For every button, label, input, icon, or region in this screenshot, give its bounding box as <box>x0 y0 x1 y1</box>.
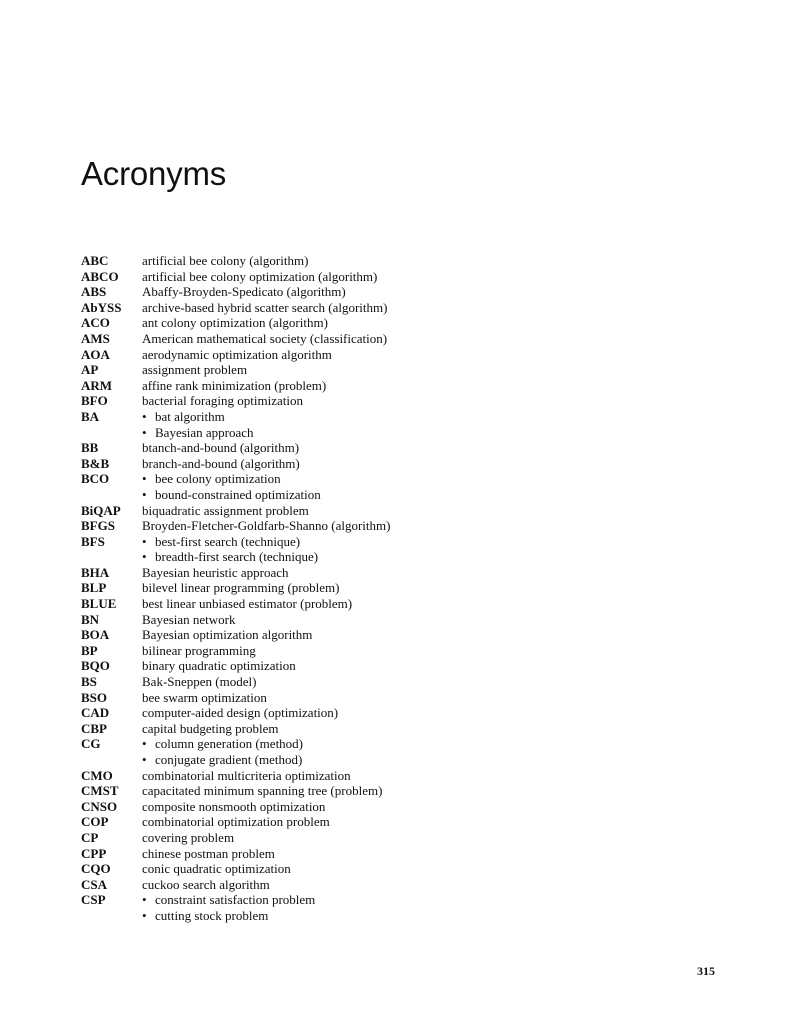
acronym-entry <box>81 830 641 846</box>
acronym-definitions <box>142 830 641 846</box>
acronym-definitions <box>142 456 641 472</box>
acronym-entry <box>81 347 641 363</box>
page-title: Acronyms <box>81 155 227 192</box>
acronym-definitions <box>142 409 641 440</box>
acronym-definition: btanch-and-bound (algorithm) <box>142 440 300 456</box>
acronym-abbr: BQO <box>81 658 110 674</box>
acronym-entry <box>81 768 641 784</box>
acronym-abbr: CSA <box>81 876 108 892</box>
acronym-definitions <box>142 846 641 862</box>
acronym-entry <box>81 612 641 628</box>
acronym-definition-bullet: • bat algorithm <box>142 409 641 425</box>
acronym-entry <box>81 658 641 674</box>
acronym-entry <box>81 362 641 378</box>
acronym-definitions <box>142 315 641 331</box>
acronym-abbr: ACO <box>81 315 110 331</box>
acronym-entry <box>81 440 641 456</box>
acronym-definition: Broyden-Fletcher-Goldfarb-Shanno (algorithm) <box>142 518 391 534</box>
acronym-abbr: CPP <box>81 845 107 861</box>
acronym-definition: ant colony optimization (algorithm) <box>142 315 328 331</box>
acronym-abbr: CBP <box>81 720 107 736</box>
acronym-definition-bullet: • constraint satisfaction problem <box>142 892 641 908</box>
acronym-abbr: BA <box>81 408 100 424</box>
acronym-abbr: CP <box>81 829 99 845</box>
acronym-entry <box>81 846 641 862</box>
acronym-definitions <box>142 440 641 456</box>
acronym-entry <box>81 643 641 659</box>
acronym-definitions <box>142 768 641 784</box>
acronym-definitions <box>142 736 641 767</box>
acronym-abbr: CNSO <box>81 798 118 814</box>
acronym-entry <box>81 783 641 799</box>
acronym-entry <box>81 253 641 269</box>
acronym-definitions <box>142 892 641 923</box>
acronym-entry <box>81 892 641 923</box>
acronym-entry <box>81 565 641 581</box>
acronym-definitions <box>142 861 641 877</box>
acronym-abbr: BHA <box>81 564 110 580</box>
acronym-abbr: B&B <box>81 455 110 471</box>
acronym-definition: binary quadratic optimization <box>142 658 296 674</box>
acronym-abbr: BiQAP <box>81 502 121 518</box>
acronym-definition: cuckoo search algorithm <box>142 876 270 892</box>
acronym-entry <box>81 877 641 893</box>
acronym-entry <box>81 799 641 815</box>
acronym-definition-bullet: • best-first search (technique) <box>142 534 641 550</box>
acronym-entry <box>81 269 641 285</box>
acronym-abbr: CSP <box>81 892 106 908</box>
acronym-abbr: AP <box>81 362 99 378</box>
acronym-definitions <box>142 378 641 394</box>
acronym-definitions <box>142 503 641 519</box>
acronym-definitions <box>142 690 641 706</box>
acronym-abbr: BLP <box>81 580 107 596</box>
acronym-abbr: BFO <box>81 393 108 409</box>
acronym-definition: combinatorial optimization problem <box>142 814 330 830</box>
acronym-list <box>81 253 641 924</box>
acronym-abbr: BB <box>81 440 99 456</box>
acronym-definition: affine rank minimization (problem) <box>142 377 327 393</box>
acronym-abbr: CAD <box>81 705 110 721</box>
acronym-abbr: BFS <box>81 533 105 549</box>
acronym-definitions <box>142 300 641 316</box>
acronym-abbr: AOA <box>81 346 110 362</box>
acronym-entry <box>81 674 641 690</box>
acronym-abbr: COP <box>81 814 109 830</box>
acronym-definitions <box>142 674 641 690</box>
acronym-definition: artificial bee colony optimization (algorithm) <box>142 268 378 284</box>
acronym-entry <box>81 503 641 519</box>
acronym-definitions <box>142 783 641 799</box>
acronym-abbr: BCO <box>81 471 110 487</box>
acronym-entry <box>81 315 641 331</box>
acronym-entry <box>81 518 641 534</box>
acronym-definition: Bayesian heuristic approach <box>142 564 289 580</box>
acronym-definition: Abaffy-Broyden-Spedicato (algorithm) <box>142 284 346 300</box>
acronym-abbr: ABC <box>81 253 109 268</box>
acronym-definition: composite nonsmooth optimization <box>142 798 326 814</box>
acronym-abbr: BFGS <box>81 518 115 534</box>
acronym-abbr: BLUE <box>81 596 117 612</box>
acronym-entry <box>81 471 641 502</box>
acronym-definition-bullet: • bound-constrained optimization <box>142 487 641 503</box>
acronym-definitions <box>142 643 641 659</box>
acronym-abbr: CQO <box>81 861 111 877</box>
acronym-abbr: ARM <box>81 377 113 393</box>
acronym-definitions <box>142 612 641 628</box>
acronym-definitions <box>142 799 641 815</box>
page-number: 315 <box>697 964 715 978</box>
acronym-definition: Bak-Sneppen (model) <box>142 674 257 690</box>
acronym-abbr: BN <box>81 611 100 627</box>
acronym-abbr: BSO <box>81 689 108 705</box>
acronym-entry <box>81 721 641 737</box>
acronym-entry <box>81 393 641 409</box>
acronym-abbr: BP <box>81 642 98 658</box>
acronym-definitions <box>142 362 641 378</box>
acronym-abbr: AMS <box>81 330 110 346</box>
acronym-definition: assignment problem <box>142 362 248 378</box>
acronym-definitions <box>142 518 641 534</box>
acronym-entry <box>81 705 641 721</box>
acronym-entry <box>81 814 641 830</box>
acronym-definition: conic quadratic optimization <box>142 861 291 877</box>
acronym-entry <box>81 861 641 877</box>
acronym-definition: archive-based hybrid scatter search (algorithm) <box>142 299 388 315</box>
acronym-definition: biquadratic assignment problem <box>142 502 309 518</box>
acronym-entry <box>81 331 641 347</box>
acronym-definition: chinese postman problem <box>142 845 275 861</box>
acronym-definition: aerodynamic optimization algorithm <box>142 346 332 362</box>
acronym-abbr: ABCO <box>81 268 119 284</box>
acronym-definition: American mathematical society (classification) <box>142 330 388 346</box>
acronym-definition: computer-aided design (optimization) <box>142 705 339 721</box>
acronym-entry <box>81 736 641 767</box>
acronym-definitions <box>142 347 641 363</box>
acronym-definitions <box>142 580 641 596</box>
acronym-definition: bilinear programming <box>142 642 256 658</box>
acronym-abbr: CMO <box>81 767 113 783</box>
acronym-definition: bilevel linear programming (problem) <box>142 580 340 596</box>
acronym-definition-bullet: • Bayesian approach <box>142 425 641 441</box>
acronym-abbr: CG <box>81 736 101 752</box>
acronym-definition: combinatorial multicriteria optimization <box>142 767 351 783</box>
acronym-definition: Bayesian network <box>142 611 236 627</box>
acronym-definition-bullet: • bee colony optimization <box>142 471 641 487</box>
acronym-entry <box>81 378 641 394</box>
acronym-definitions <box>142 253 641 269</box>
acronym-abbr: BOA <box>81 627 110 643</box>
acronym-definition: bee swarm optimization <box>142 689 267 705</box>
acronym-definitions <box>142 393 641 409</box>
acronym-definition: branch-and-bound (algorithm) <box>142 455 300 471</box>
acronym-abbr: CMST <box>81 783 119 799</box>
acronym-abbr: ABS <box>81 284 107 300</box>
acronym-entry <box>81 690 641 706</box>
acronym-entry <box>81 627 641 643</box>
acronym-definitions <box>142 284 641 300</box>
acronym-entry <box>81 300 641 316</box>
acronym-entry <box>81 409 641 440</box>
acronym-definitions <box>142 331 641 347</box>
acronym-entry <box>81 284 641 300</box>
acronym-definitions <box>142 269 641 285</box>
acronym-definitions <box>142 596 641 612</box>
acronym-definition: capacitated minimum spanning tree (problem) <box>142 783 383 799</box>
acronym-definitions <box>142 627 641 643</box>
acronym-definition: Bayesian optimization algorithm <box>142 627 313 643</box>
acronym-definition-bullet: • cutting stock problem <box>142 908 641 924</box>
acronym-definition: bacterial foraging optimization <box>142 393 303 409</box>
acronym-entry <box>81 534 641 565</box>
acronym-entry <box>81 580 641 596</box>
acronym-definition: capital budgeting problem <box>142 720 279 736</box>
acronym-definition-bullet: • conjugate gradient (method) <box>142 752 641 768</box>
acronym-abbr: BS <box>81 674 97 690</box>
acronym-definition: artificial bee colony (algorithm) <box>142 253 309 268</box>
acronym-definitions <box>142 471 641 502</box>
acronym-definitions <box>142 705 641 721</box>
acronym-definition: covering problem <box>142 829 235 845</box>
acronym-definitions <box>142 721 641 737</box>
acronym-definitions <box>142 658 641 674</box>
acronym-definitions <box>142 565 641 581</box>
acronym-definition-bullet: • column generation (method) <box>142 736 641 752</box>
acronym-definitions <box>142 877 641 893</box>
acronym-definitions <box>142 534 641 565</box>
acronym-definitions <box>142 814 641 830</box>
acronym-definition-bullet: • breadth-first search (technique) <box>142 549 641 565</box>
acronym-definition: best linear unbiased estimator (problem) <box>142 596 353 612</box>
acronym-entry <box>81 596 641 612</box>
acronym-entry <box>81 456 641 472</box>
acronym-abbr: AbYSS <box>81 299 122 315</box>
